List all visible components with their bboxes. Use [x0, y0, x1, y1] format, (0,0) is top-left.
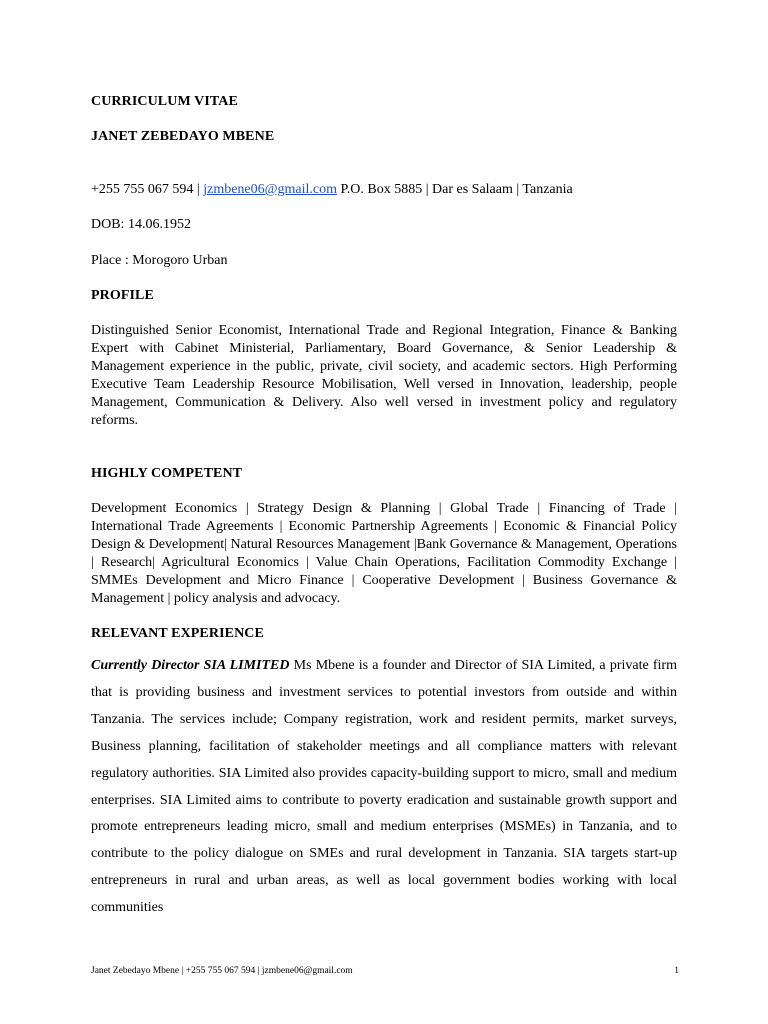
competent-text: Development Economics | Strategy Design & Planning | Global Trade | Financing of Trade | International Trade Agreements | Economic Partnership Agreements | Economic & Financial Policy Design & Development| Natural Resources Management |Bank Governance & Management, Operations | Research| Agricultural Economics | Value Chain Operations, Facilitation Commodity Exchange | SMMEs Development and Micro Finance | Cooperative Development | Business Governance & Management | policy analysis and advocacy. [91, 501, 677, 606]
profile-heading: PROFILE [91, 288, 154, 303]
page-footer [91, 965, 679, 977]
contact-separator: | [193, 182, 204, 197]
contact-email-link[interactable]: jzmbene06@gmail.com [203, 182, 338, 197]
contact-phone: +255 755 067 594 [91, 182, 194, 197]
experience-body: Ms Mbene is a founder and Director of SIA Limited, a private firm that is providing business and investment services to potential investors from outside and within Tanzania. The services include; Company registration, work and resident permits, market surveys, Business planning, facilitation of stakeholder meetings and all compliance matters with relevant regulatory authorities. SIA Limited also provides capacity-building support to micro, small and medium enterprises. SIA Limited aims to contribute to poverty eradication and sustainable growth support and promote entrepreneurs leading micro, small and medium enterprises (MSMEs) in Tanzania, and to contribute to the policy dialogue on SMEs and rural development in Tanzania. SIA targets start-up entrepreneurs in rural and urban areas, as well as local government bodies working with local communities [91, 658, 677, 916]
experience-lead: Currently Director SIA LIMITED [91, 658, 290, 673]
person-name: JANET ZEBEDAYO MBENE [91, 129, 275, 144]
place-of-birth: Place : Morogoro Urban [91, 253, 228, 268]
experience-heading: RELEVANT EXPERIENCE [91, 626, 264, 641]
document-content [91, 93, 677, 922]
contact-line [91, 181, 677, 199]
profile-text: Distinguished Senior Economist, International Trade and Regional Integration, Finance & Banking Expert with Cabinet Ministerial, Parliamentary, Board Governance, & Senior Leadership & Management experience in the public, private, civil society, and academic sectors. High Performing Executive Team Leadership Resource Mobilisation, Well versed in Innovation, leadership, people Management, Communication & Delivery. Also well versed in investment policy and regulatory reforms. [91, 323, 677, 428]
competent-heading: HIGHLY COMPETENT [91, 466, 243, 481]
contact-address: P.O. Box 5885 | Dar es Salaam | Tanzania [337, 182, 573, 197]
document-title: CURRICULUM VITAE [91, 94, 238, 109]
footer-text: Janet Zebedayo Mbene | +255 755 067 594 | jzmbene06@gmail.com [91, 966, 353, 976]
page-number: 1 [674, 966, 679, 976]
date-of-birth: DOB: 14.06.1952 [91, 217, 191, 232]
experience-text [91, 653, 677, 922]
